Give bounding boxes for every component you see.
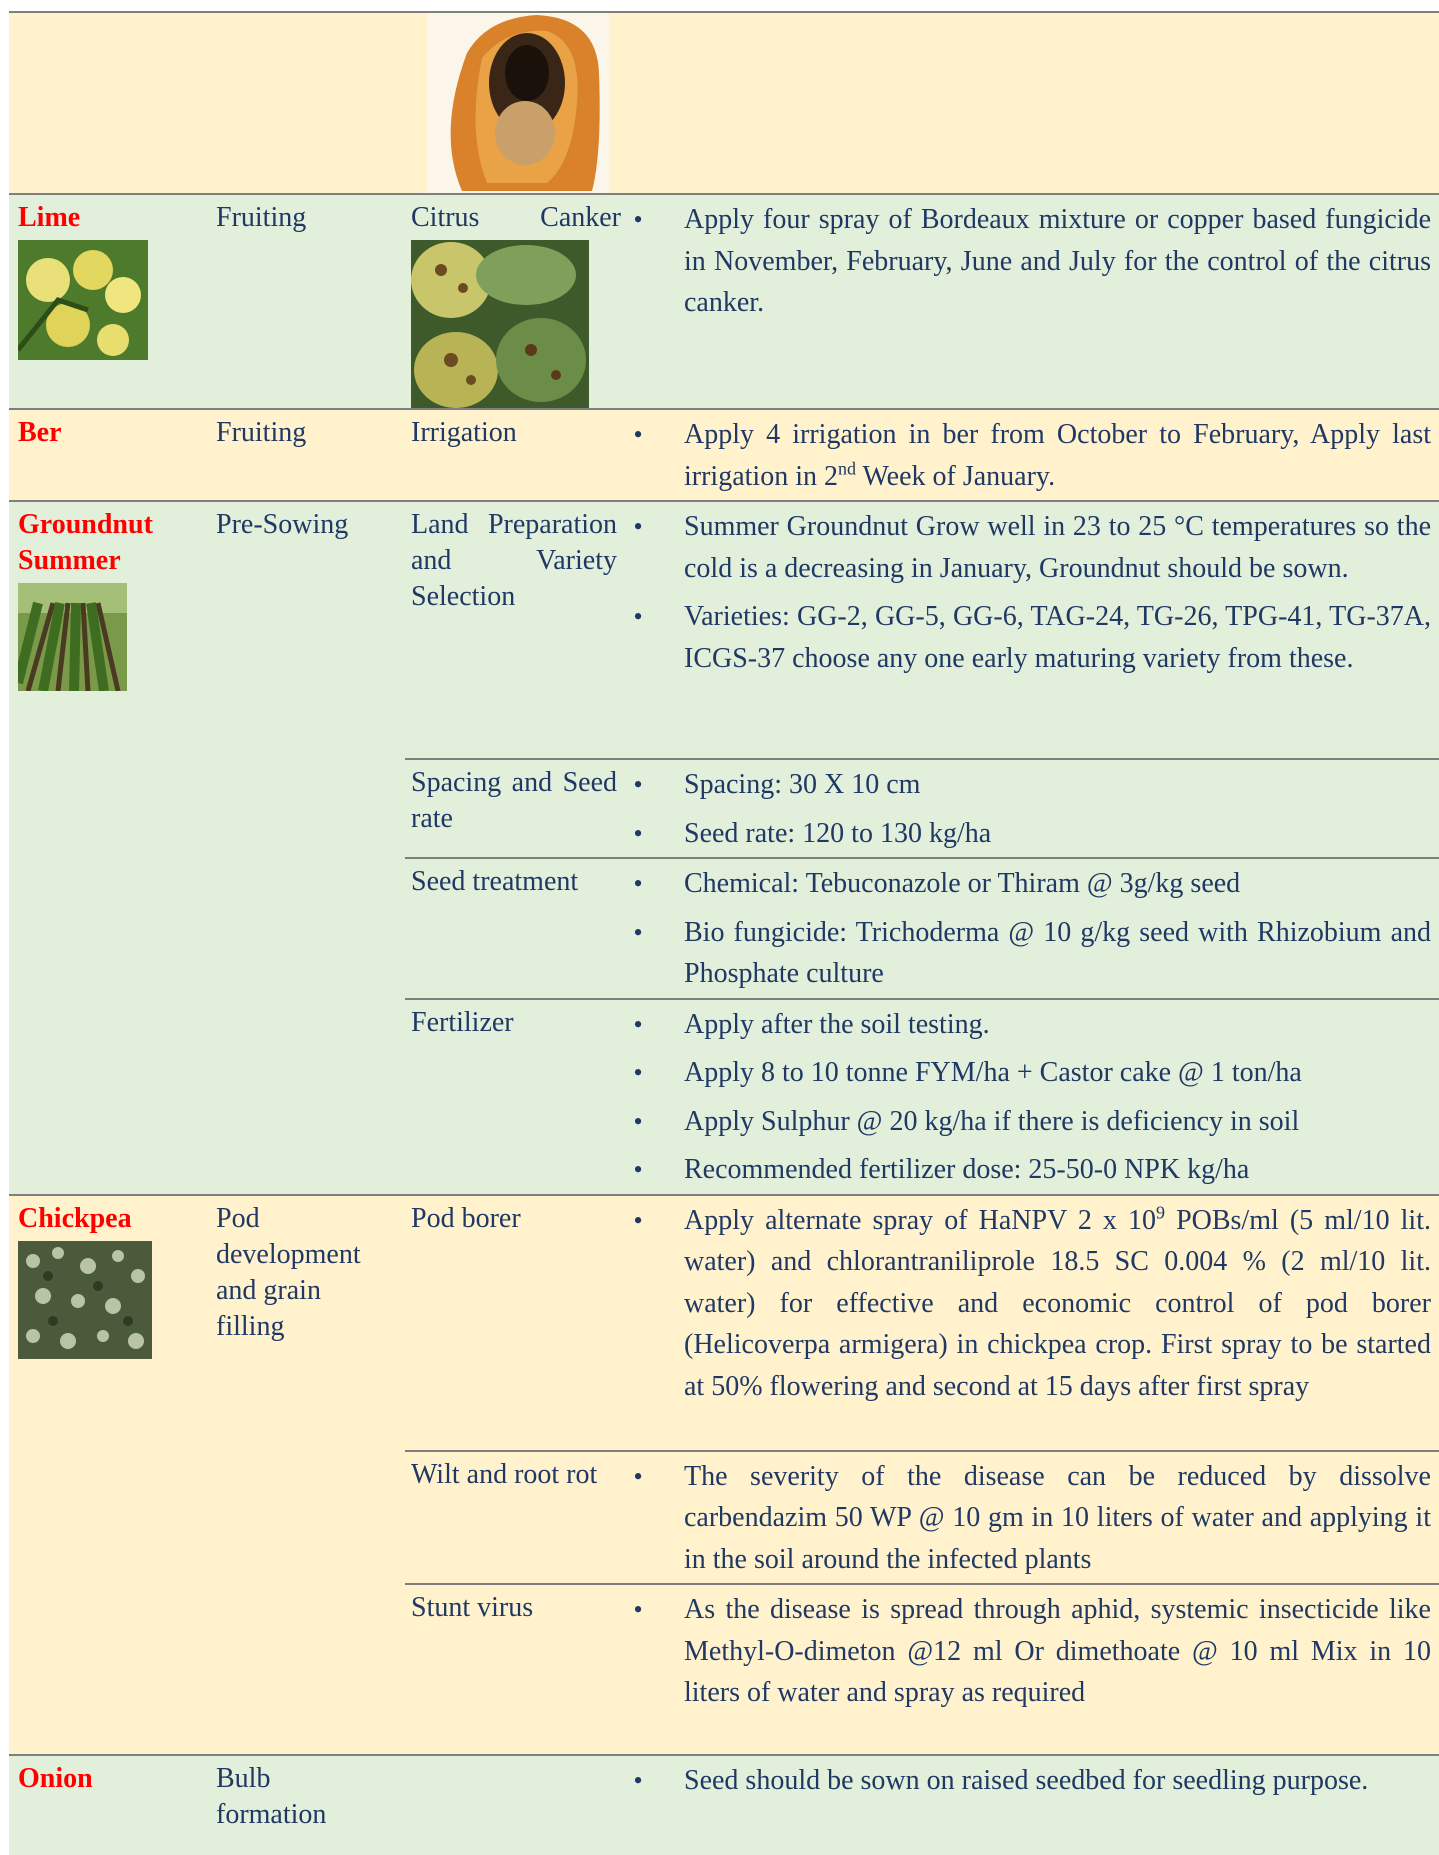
list-item: • Apply 8 to 10 tonne FYM/ha + Castor cake @ 1 ton/ha	[625, 1048, 1439, 1097]
stage-label: Fruiting	[216, 417, 307, 448]
citrus-canker-image	[411, 240, 589, 408]
issue-label: Wilt and root rot	[411, 1458, 598, 1490]
crop-name: Chickpea	[18, 1202, 132, 1234]
list-item: • As the disease is spread through aphid, systemic insecticide like Methyl-O-dimeton @12 ml Or dimethoate @ 10 ml Mix in 10 liters of water and spray as required	[625, 1585, 1439, 1717]
crop-advisory-table	[9, 11, 1439, 1855]
advice-list	[625, 1000, 1439, 1194]
table-row	[9, 1195, 1439, 1451]
advice-list	[625, 1452, 1439, 1584]
crop-name: Onion	[18, 1763, 93, 1794]
issue-label: Spacing and Seed rate	[411, 767, 617, 834]
list-item: • Recommended fertilizer dose: 25-50-0 NPK kg/ha	[625, 1145, 1439, 1194]
fruit-rot-image	[427, 13, 609, 193]
groundnut-field-image	[18, 583, 127, 691]
table-row	[9, 501, 1439, 759]
list-item: • Chemical: Tebuconazole or Thiram @ 3g/kg seed	[625, 859, 1439, 908]
list-item: • Varieties: GG-2, GG-5, GG-6, TAG-24, TG-26, TPG-41, TG-37A, ICGS-37 choose any one early maturing variety from these.	[625, 592, 1439, 682]
list-item: • Apply after the soil testing.	[625, 1000, 1439, 1049]
advice-list	[625, 410, 1439, 500]
table-row	[9, 409, 1439, 501]
issue-label: Stunt virus	[411, 1592, 534, 1623]
issue-label: Land Preparation and Variety Selection	[411, 509, 617, 612]
list-item: • Seed should be sown on raised seedbed for seedling purpose.	[625, 1756, 1439, 1805]
table-row	[9, 194, 1439, 409]
issue-label: Irrigation	[411, 417, 517, 448]
advice-list	[625, 1756, 1439, 1805]
list-item: • Apply four spray of Bordeaux mixture or copper based fungicide in November, February, June and July for the control of the citrus canker.	[625, 195, 1439, 327]
list-item: • Apply 4 irrigation in ber from October to February, Apply last irrigation in 2nd Week of January.	[625, 410, 1439, 500]
list-item: • Summer Groundnut Grow well in 23 to 25 °C temperatures so the cold is a decreasing in January, Groundnut should be sown.	[625, 502, 1439, 592]
issue-label: Citrus Canker	[411, 202, 621, 233]
issue-label: Pod borer	[411, 1202, 521, 1234]
crop-name: Groundnut Summer	[18, 509, 153, 576]
table-row	[9, 12, 1439, 194]
chickpea-plant-image	[18, 1241, 152, 1359]
stage-label: Pre-Sowing	[216, 509, 349, 540]
advice-list	[625, 502, 1439, 682]
advice-list	[625, 760, 1439, 857]
issue-label: Fertilizer	[411, 1006, 514, 1038]
stage-label: Fruiting	[216, 202, 307, 233]
advice-list	[625, 1196, 1439, 1411]
crop-name: Lime	[18, 202, 81, 233]
stage-label: Pod development and grain filling	[216, 1202, 361, 1342]
stage-label: Bulb formation	[216, 1763, 327, 1830]
list-item: • Spacing: 30 X 10 cm	[625, 760, 1439, 809]
list-item: • Seed rate: 120 to 130 kg/ha	[625, 809, 1439, 858]
issue-label: Seed treatment	[411, 866, 579, 897]
advice-list	[625, 859, 1439, 998]
list-item: • Bio fungicide: Trichoderma @ 10 g/kg seed with Rhizobium and Phosphate culture	[625, 908, 1439, 998]
advice-list	[625, 1585, 1439, 1717]
issue-label	[405, 1756, 625, 1761]
lime-image	[18, 240, 148, 360]
crop-name: Ber	[18, 417, 62, 448]
list-item: • The severity of the disease can be reduced by dissolve carbendazim 50 WP @ 10 gm in 10 liters of water and applying it in the soil around the infected plants	[625, 1452, 1439, 1584]
list-item: • Apply Sulphur @ 20 kg/ha if there is deficiency in soil	[625, 1097, 1439, 1146]
advice-list	[625, 195, 1439, 327]
table-row	[9, 1755, 1439, 1855]
list-item: • Apply alternate spray of HaNPV 2 x $10^9$ POBs/ml (5 ml/10 lit. water) and chlorantraniliprole 18.5 SC 0.004 % (2 ml/10 lit. water) for effective and economic control of pod borer (Helicoverpa armigera) in chickpea crop. First spray to be started at 50% flowering and second at 15 days after first spray	[625, 1196, 1439, 1411]
